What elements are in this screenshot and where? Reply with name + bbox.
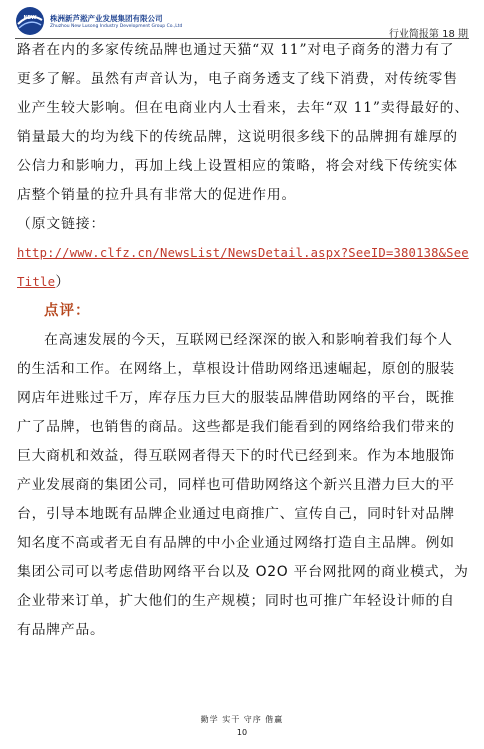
company-logo-icon: [15, 6, 45, 36]
article-line: 业产生较大影响。但在电商业内人士看来，去年“双 11”卖得最好的、: [17, 100, 470, 116]
commentary-line: 集团公司可以考虑借助网络平台以及 O2O 平台网批网的商业模式，为: [17, 564, 469, 580]
commentary-heading: 点评：: [44, 303, 91, 319]
commentary-line: 台，引导本地既有品牌企业通过电商推广、宣传自己，同时针对品牌: [17, 506, 455, 522]
article-line: 店整个销量的拉升具有非常大的促进作用。: [17, 187, 297, 203]
close-paren: ）: [55, 274, 71, 290]
article-line: 路者在内的多家传统品牌也通过天猫“双 11”对电子商务的潜力有了: [17, 42, 455, 58]
commentary-line: 有品牌产品。: [17, 622, 105, 638]
commentary-line: 产业发展商的集团公司，同样也可借助网络这个新兴且潜力巨大的平: [17, 477, 455, 493]
page-number: 10: [236, 728, 248, 737]
commentary-line: 巨大商机和效益，得互联网者得天下的时代已经到来。作为本地服饰: [17, 448, 455, 464]
article-line: 公信力和影响力，再加上线上设置相应的策略，将会对线下传统实体: [17, 158, 458, 174]
footer-motto: 勤学 实干 守序 偕赢: [200, 715, 284, 724]
page-header: [0, 0, 484, 40]
commentary-line: 的生活和工作。在网络上，草根设计借助网络迅速崛起，原创的服装: [17, 361, 455, 377]
source-link-line[interactable]: [17, 271, 70, 293]
commentary-line: 在高速发展的今天，互联网已经深深的嵌入和影响着我们每个人: [44, 332, 453, 348]
article-line: 更多了解。虽然有声音认为，电子商务透支了线下消费，对传统零售: [17, 71, 458, 87]
commentary-line: 知名度不高或者无自有品牌的中小企业通过网络打造自主品牌。例如: [17, 535, 455, 551]
svg-text:NEW: NEW: [23, 15, 37, 21]
commentary-line: 网店年进账过千万，库存压力巨大的服装品牌借助网络的平台，既推: [17, 390, 455, 406]
company-name-en: Zhuzhou New Lusong Industry Development Group Co.,Ltd: [50, 24, 183, 29]
company-name-cn: 株洲新芦淞产业发展集团有限公司: [50, 14, 163, 23]
source-link-continued[interactable]: Title: [17, 274, 56, 289]
commentary-line: 广了品牌，也销售的商品。这些都是我们能看到的网络给我们带来的: [17, 419, 455, 435]
issue-label: 行业简报第 18 期: [388, 29, 468, 40]
commentary-line: 企业带来订单，扩大他们的生产规模；同时也可推广年轻设计师的自: [17, 593, 455, 609]
page-footer: [0, 714, 484, 737]
source-link[interactable]: http://www.clfz.cn/NewsList/NewsDetail.aspx?SeeID=380138&See: [17, 245, 469, 260]
source-label: （原文链接：: [17, 216, 106, 232]
article-line: 销量最大的均为线下的传统品牌，这说明很多线下的品牌拥有雄厚的: [17, 129, 458, 145]
source-link-line[interactable]: [17, 242, 469, 264]
